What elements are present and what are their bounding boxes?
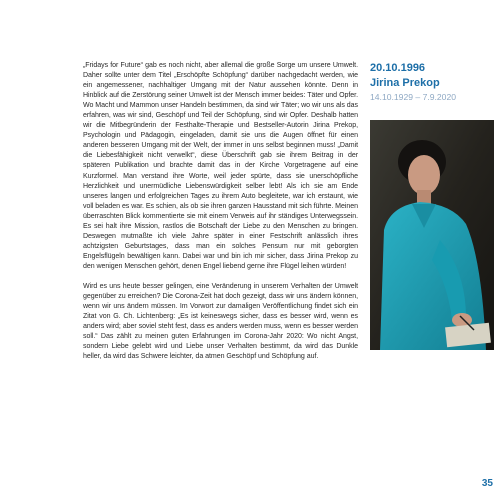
portrait-illustration: [370, 120, 494, 350]
person-lifespan: 14.10.1929 – 7.9.2020: [370, 92, 457, 102]
article-body: [83, 61, 358, 362]
paragraph-2: Wird es uns heute besser gelingen, eine Veränderung in unserem Verhalten der Umwelt gegenüber zu erreichen? Die Corona-Zeit hat doch gezeigt, dass wir uns ändern können, wenn wir uns ändern müssen. Im Vorwort zur damaligen Veröffentlichung findet sich ein Zitat von G. Ch. Lichtenberg: „Es ist keineswegs sicher, dass es besser wird, wenn es anders wird; aber soviel steht fest, dass es anders werden muss, wenn es besser werden soll.“ Das zählt zu meinen guten Erfahrungen im Corona-Jahr 2020: Wo nicht Angst, sondern Liebe gelebt wird und Liebe unser Verhalten bestimmt, da wird das Dunkle heller, da wird das Schwere leichter, da atmen Geschöpf und Schöpfung auf.: [83, 282, 358, 361]
photo-caption: [370, 61, 490, 104]
paragraph-1: „Fridays for Future“ gab es noch nicht, aber allemal die große Sorge um unsere Umwelt. Daher sollte unter dem Titel „Erschöpfte Schöpfung“ darüber nachgedacht werden, wie ein angemessener, nachhaltiger Umgang mit der Natur aussehen könnte. Denn in Hinblick auf die Zerstörung seiner Umwelt ist der Mensch immer beides: Täter und Opfer. Wo Macht und Mammon unser Handeln bestimmen, da sind wir Täter; wo wir uns als das erfahren, was wir sind, Geschöpf und Teil der Schöpfung, sind wir Opfer. Deshalb hatten wir die Mitbegründerin der Festhalte-Therapie und Bestseller-Autorin Jirina Prekop, Psychologin und Pädagogin, eingeladen, damit sie uns die Augen öffnet für einen anderen besseren Umgang mit der Welt, der immer in uns selbst beginnen muss! „Damit die Liebesfähigkeit nicht verwelkt“, diese Überschrift gab sie ihrem Beitrag in der späteren Publikation und brachte damit das in der Kirche Vorgetragene auf eine Kurzformel. Man verstand ihre Worte, weil jeder spürte, dass sie unerschöpfliche Herzlichkeit und unermüdliche Liebenswürdigkeit selber lebt! Als ich sie am Ende unseres langen und erfolgreichen Tages zu ihrem Auto begleitete, war ich erstaunt, wie voll beladen es war. Es schien, als ob sie ihren ganzen Hausstand mit sich führte. Meinen überraschten Blick kommentierte sie mit einem Verweis auf ihr ständiges Unterwegssein. Es sei halt ihre Mission, rastlos die Botschaft der Liebe zu den Menschen zu bringen. Deswegen mutmaßte ich viele Jahre später in einer Festschrift anlässlich ihres achtzigsten Geburtstages, dass man ein solches Pensum nur mit geborgten Engelsflügeln bewältigen kann. Dabei war und bin ich mir sicher, dass Jirina Prekop zu den wenigen Menschen gehört, denen Engel liebend gerne ihre Flügel leihen würden!: [83, 62, 358, 270]
person-name: Jirina Prekop: [370, 77, 440, 89]
event-date: 20.10.1996: [370, 62, 426, 74]
page-number: 35: [481, 478, 493, 489]
portrait-photo: [370, 120, 494, 350]
